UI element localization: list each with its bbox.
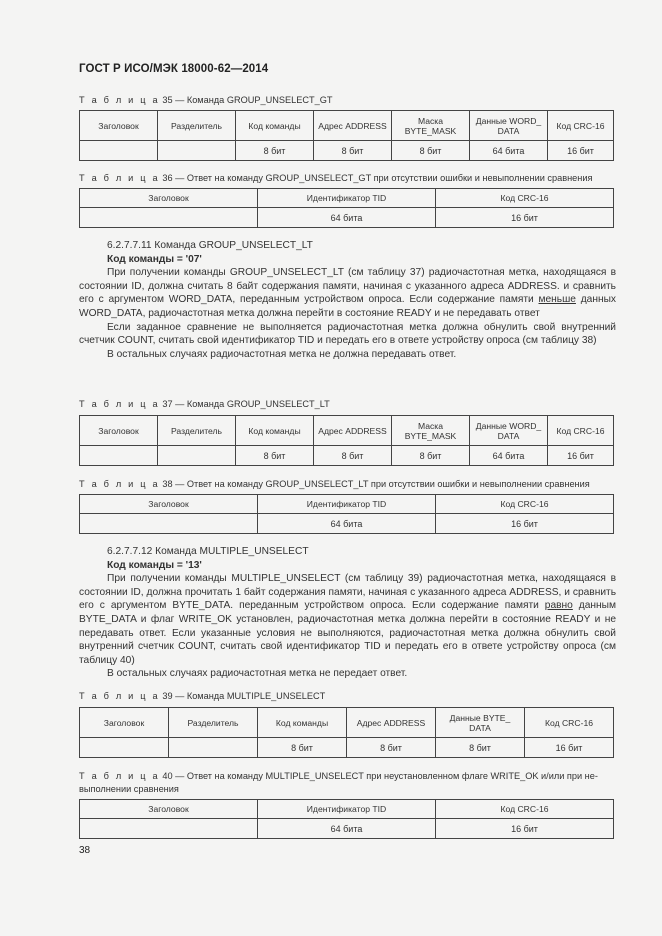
- header-cell: Код CRC-16: [548, 111, 614, 141]
- caption-text-cont: выполнении сравнения: [79, 784, 179, 794]
- header-cell: Код CRC-16: [436, 800, 614, 819]
- table-label: Т а б л и ц а: [79, 399, 160, 409]
- value-cell: 64 бита: [470, 446, 548, 466]
- section-title: 6.2.7.7.11 Команда GROUP_UNSELECT_LT: [107, 240, 313, 251]
- caption-text: 39 — Команда MULTIPLE_UNSELECT: [162, 691, 326, 701]
- value-cell: 64 бита: [470, 141, 548, 161]
- table-35: [79, 110, 614, 161]
- value-cell: 16 бит: [525, 738, 614, 758]
- value-cell: 8 бит: [392, 446, 470, 466]
- value-cell: [158, 141, 236, 161]
- value-cell: 16 бит: [436, 514, 614, 534]
- caption-text: 38 — Ответ на команду GROUP_UNSELECT_LT при отсутствии ошибки и невыполнении сравнения: [162, 479, 590, 489]
- header-cell: Код CRC-16: [548, 416, 614, 446]
- header-cell: Адрес ADDRESS: [347, 708, 436, 738]
- caption-text: 35 — Команда GROUP_UNSELECT_GT: [162, 95, 333, 105]
- table-38: [79, 494, 614, 534]
- header-cell: Маска BYTE_MASK: [392, 416, 470, 446]
- header-cell: Маска BYTE_MASK: [392, 111, 470, 141]
- header-cell: Идентификатор TID: [258, 189, 436, 208]
- table-39: [79, 707, 614, 758]
- header-cell: Адрес ADDRESS: [314, 111, 392, 141]
- table-label: Т а б л и ц а: [79, 479, 160, 489]
- header-cell: Заголовок: [80, 708, 169, 738]
- value-cell: [80, 819, 258, 839]
- table-38-caption: [79, 479, 590, 489]
- header-cell: Адрес ADDRESS: [314, 416, 392, 446]
- value-cell: 8 бит: [436, 738, 525, 758]
- value-cell: [80, 514, 258, 534]
- paragraph: Если заданное сравнение не выполняется радиочастотная метка должна обнулить свой внутренний счетчик COUNT, считать свой идентификатор TID и передать его в ответе устройству опроса (см таблицу 38): [79, 321, 616, 347]
- table-40-caption: [79, 770, 616, 796]
- value-cell: 16 бит: [548, 446, 614, 466]
- paragraph: В остальных случаях радиочастотная метка не должна передавать ответ.: [107, 348, 457, 360]
- header-cell: Заголовок: [80, 189, 258, 208]
- value-cell: [80, 208, 258, 228]
- table-40: [79, 799, 614, 839]
- header-cell: Разделитель: [169, 708, 258, 738]
- value-cell: 8 бит: [314, 446, 392, 466]
- value-cell: [80, 141, 158, 161]
- header-cell: Код команды: [236, 416, 314, 446]
- value-cell: 8 бит: [314, 141, 392, 161]
- section-group-unselect-lt: [79, 239, 616, 361]
- value-cell: 8 бит: [347, 738, 436, 758]
- table-label: Т а б л и ц а: [79, 95, 160, 105]
- paragraph: При получении команды MULTIPLE_UNSELECT (см таблицу 39) радиочастотная метка, находящаяся в состоянии ID, должна прочитать 1 байт содержания памяти, начиная с указанного адреса ADDRESS, и сравнить его с аргументом BYTE_DATA. переданным устройством опроса. Если содержание памяти равно данным BYTE_DATA и флаг WRITE_OK установлен, радиочастотная метка должна перейти в состояние READY и не передавать ответ. Если указанные условия не выполняются, радиочастотная метка должна обнулить свой внутренний счетчик COUNT, считать свой идентификатор TID и передать его в ответе устройству опроса (см таблицу 40): [79, 573, 616, 666]
- header-cell: Данные WORD_ DATA: [470, 111, 548, 141]
- caption-text: 37 — Команда GROUP_UNSELECT_LT: [162, 399, 330, 409]
- table-label: Т а б л и ц а: [79, 173, 160, 183]
- header-cell: Код CRC-16: [436, 189, 614, 208]
- header-cell: Код команды: [258, 708, 347, 738]
- value-cell: [80, 446, 158, 466]
- section-title: 6.2.7.7.12 Команда MULTIPLE_UNSELECT: [107, 546, 309, 557]
- table-39-caption: [79, 691, 325, 701]
- header-cell: Идентификатор TID: [258, 495, 436, 514]
- header-cell: Разделитель: [158, 416, 236, 446]
- value-cell: [158, 446, 236, 466]
- caption-text: 40 — Ответ на команду MULTIPLE_UNSELECT при неустановленном флаге WRITE_OK и/или при не-: [162, 771, 598, 781]
- header-cell: Код команды: [236, 111, 314, 141]
- table-36: [79, 188, 614, 228]
- table-37-caption: [79, 399, 330, 409]
- command-code: Код команды = '13': [107, 559, 202, 571]
- header-cell: Идентификатор TID: [258, 800, 436, 819]
- header-cell: Данные WORD_ DATA: [470, 416, 548, 446]
- value-cell: [80, 738, 169, 758]
- value-cell: [169, 738, 258, 758]
- header-cell: Заголовок: [80, 111, 158, 141]
- value-cell: 8 бит: [392, 141, 470, 161]
- document-header: ГОСТ Р ИСО/МЭК 18000-62—2014: [79, 63, 269, 75]
- value-cell: 64 бита: [258, 514, 436, 534]
- section-multiple-unselect: [79, 545, 616, 681]
- page-number: 38: [79, 845, 91, 856]
- table-label: Т а б л и ц а: [79, 771, 160, 781]
- header-cell: Заголовок: [80, 495, 258, 514]
- table-35-caption: [79, 95, 333, 105]
- header-cell: Заголовок: [80, 800, 258, 819]
- value-cell: 16 бит: [548, 141, 614, 161]
- paragraph: При получении команды GROUP_UNSELECT_LT (см таблицу 37) радиочастотная метка, находящаяся в состоянии ID, должна считать 8 байт содержания памяти, начиная с указанного адреса ADDRESS. и сравнить его с аргументом WORD_DATA, переданным устройством опроса. Если содержание памяти меньше данных WORD_DATA, радиочастотная метка должна перейти в состояние READY и не передавать ответ: [79, 267, 617, 319]
- header-cell: Разделитель: [158, 111, 236, 141]
- caption-text: 36 — Ответ на команду GROUP_UNSELECT_GT при отсутствии ошибки и невыполнении сравнения: [162, 173, 593, 183]
- value-cell: 64 бита: [258, 208, 436, 228]
- header-cell: Заголовок: [80, 416, 158, 446]
- header-cell: Код CRC-16: [436, 495, 614, 514]
- paragraph: В остальных случаях радиочастотная метка не передает ответ.: [107, 668, 408, 680]
- value-cell: 8 бит: [236, 141, 314, 161]
- table-37: [79, 415, 614, 466]
- value-cell: 8 бит: [258, 738, 347, 758]
- value-cell: 8 бит: [236, 446, 314, 466]
- table-36-caption: [79, 173, 592, 183]
- header-cell: Данные BYTE_ DATA: [436, 708, 525, 738]
- value-cell: 16 бит: [436, 819, 614, 839]
- command-code: Код команды = '07': [107, 253, 202, 265]
- header-cell: Код CRC-16: [525, 708, 614, 738]
- value-cell: 16 бит: [436, 208, 614, 228]
- table-label: Т а б л и ц а: [79, 691, 160, 701]
- value-cell: 64 бита: [258, 819, 436, 839]
